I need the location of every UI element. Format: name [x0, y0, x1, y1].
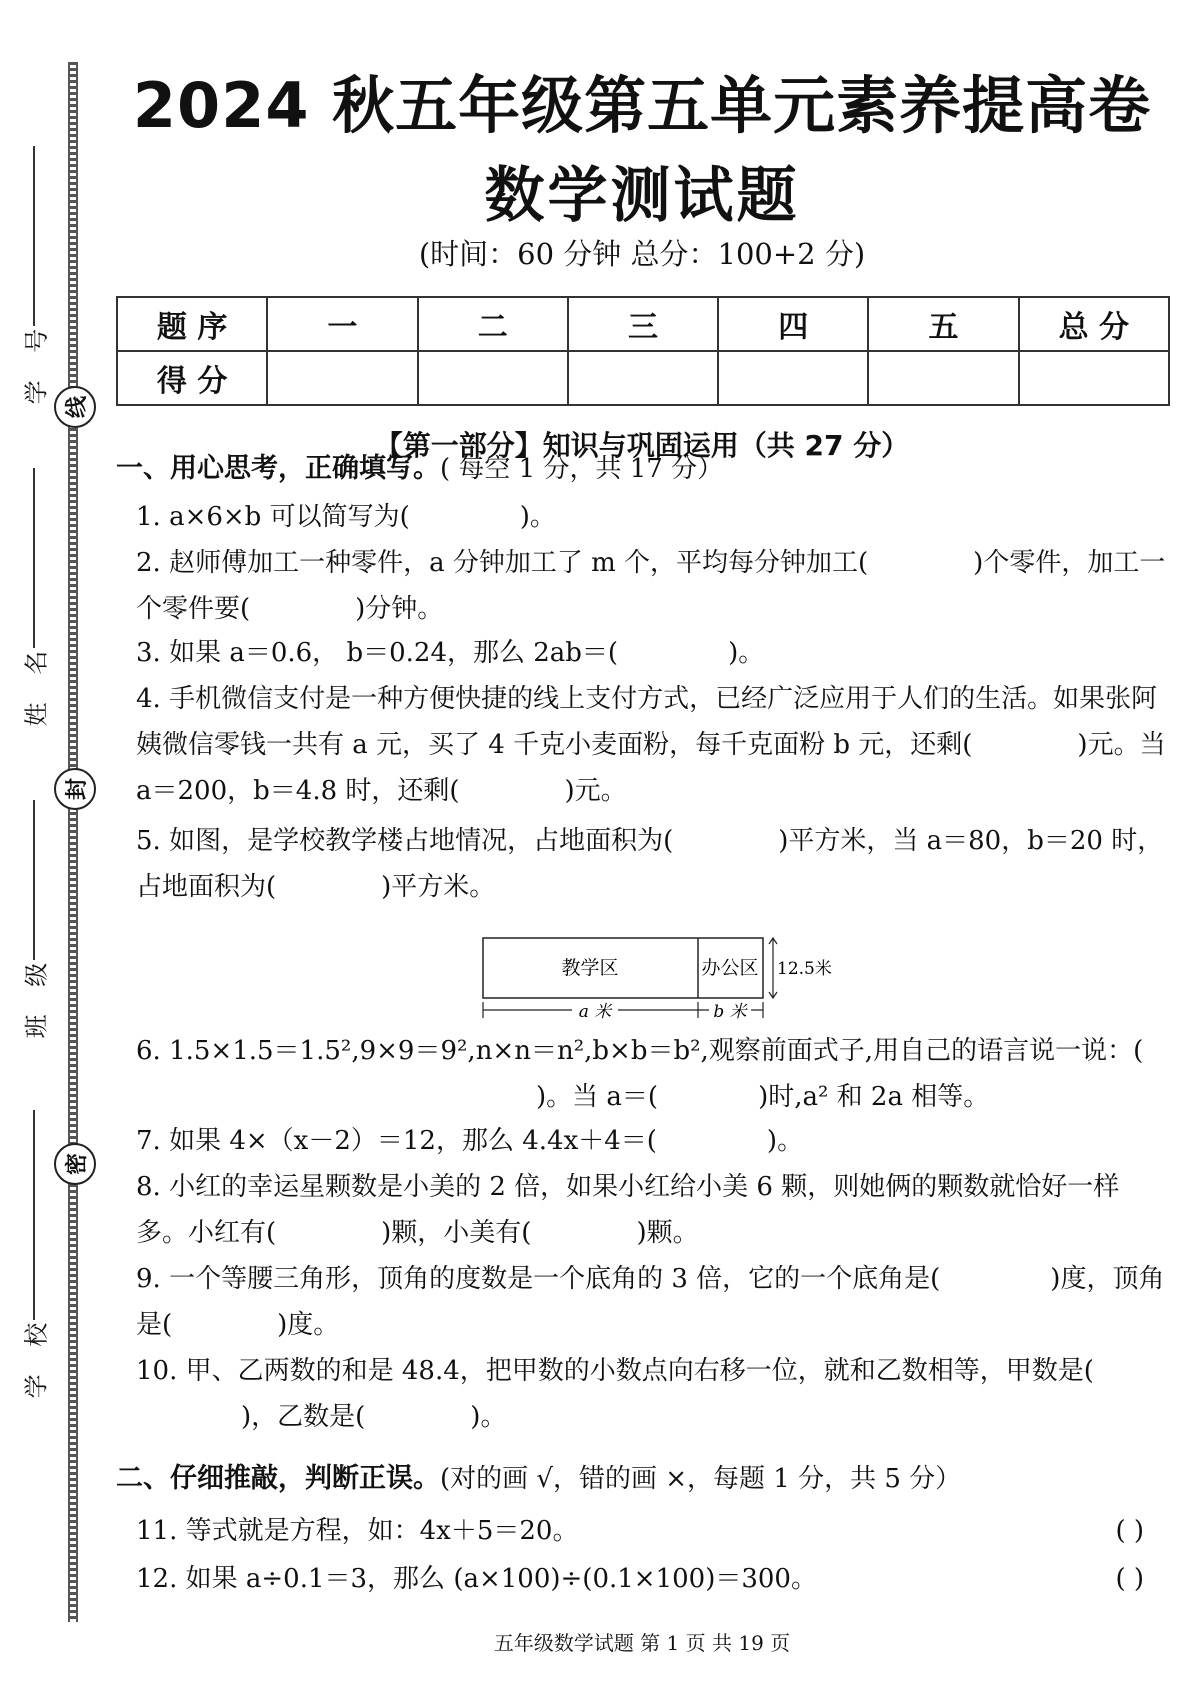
- score-cell[interactable]: [418, 351, 568, 405]
- question-text: 8. 小红的幸运星颗数是小美的 2 倍，如果小红给小美 6 颗，则她俩的颗数就恰好一样多。小红有(: [136, 1172, 1120, 1248]
- binding-dotted-line: [68, 62, 78, 1622]
- score-cell[interactable]: [718, 351, 868, 405]
- judge-bracket-12[interactable]: ( ): [1115, 1564, 1144, 1594]
- question-text: )时,a² 和 2a 相等。: [758, 1082, 990, 1112]
- question-text: )。: [470, 1402, 507, 1432]
- question-text: )。: [519, 502, 556, 532]
- question-text: )。: [728, 638, 765, 668]
- judge-bracket-11[interactable]: ( ): [1115, 1516, 1144, 1546]
- question-11: [136, 1508, 1166, 1554]
- name-field[interactable]: [14, 468, 54, 727]
- question-6: [136, 1028, 1166, 1120]
- question-3: [136, 630, 1166, 676]
- score-header-cell: 一: [267, 297, 417, 351]
- exam-info: (时间：60 分钟 总分：100+2 分): [418, 237, 866, 271]
- question-text: )平方米，当 a＝80，b＝20 时，占地面积为(: [136, 826, 1164, 902]
- question-8: [136, 1164, 1166, 1256]
- question-text: 4. 手机微信支付是一种方便快捷的线上支付方式，已经广泛应用于人们的生活。如果张阿姨微信零钱一共有 a 元，买了 4 千克小麦面粉，每千克面粉 b 元，还剩(: [136, 684, 1158, 760]
- name-label: 姓 名: [22, 640, 51, 727]
- section-one-note: ( 每空 1 分，共 17 分）: [440, 454, 724, 484]
- question-text: )度，顶角是(: [136, 1264, 1165, 1340]
- question-12: [136, 1556, 1166, 1602]
- score-header-cell: 总 分: [1019, 297, 1169, 351]
- question-text: )元。当 a＝200，b＝4.8 时，还剩(: [136, 730, 1166, 806]
- question-4: [136, 676, 1166, 814]
- student-number-label: 学 号: [22, 318, 51, 405]
- question-text: 7. 如果 4×（x－2）＝12，那么 4.4x＋4＝(: [136, 1126, 657, 1156]
- question-text: )平方米。: [381, 872, 496, 902]
- building-area-diagram: [477, 934, 832, 1024]
- question-text: )颗，小美有(: [381, 1218, 532, 1248]
- section-two-title: 二、仔细推敲，判断正误。: [116, 1463, 440, 1494]
- question-text: 10. 甲、乙两数的和是 48.4，把甲数的小数点向右移一位，就和乙数相等，甲数是(: [136, 1356, 1094, 1386]
- question-1: [136, 494, 1166, 540]
- question-text: 6. 1.5×1.5＝1.5²,9×9＝9²,n×n＝n²,b×b＝b²,观察前面式子,用自己的语言说一说：(: [136, 1036, 1144, 1066]
- question-text: )分钟。: [355, 594, 444, 624]
- question-10: [136, 1348, 1166, 1440]
- b-length-label: b 米: [713, 1002, 747, 1022]
- question-text: 5. 如图，是学校教学楼占地情况，占地面积为(: [136, 826, 674, 856]
- question-text: )个零件，加工一个零件要(: [136, 548, 1166, 624]
- question-9: [136, 1256, 1166, 1348]
- score-header-cell: 五: [868, 297, 1018, 351]
- question-text: 11. 等式就是方程，如：4x＋5＝20。: [136, 1516, 579, 1546]
- score-header-cell: 二: [418, 297, 568, 351]
- score-cell[interactable]: [868, 351, 1018, 405]
- school-field[interactable]: [14, 1110, 54, 1399]
- question-text: 12. 如果 a÷0.1＝3，那么 (a×100)÷(0.1×100)＝300。: [136, 1564, 817, 1594]
- question-text: )。当 a＝(: [536, 1082, 659, 1112]
- seal-seal: 封: [54, 768, 96, 810]
- section-two-heading: [116, 1456, 961, 1495]
- teaching-area-label: 教学区: [561, 957, 619, 979]
- section-two-note: (对的画 √，错的画 ×，每题 1 分，共 5 分）: [440, 1464, 962, 1494]
- section-one-heading: [116, 446, 723, 485]
- question-text: 2. 赵师傅加工一种零件，a 分钟加工了 m 个，平均每分钟加工(: [136, 548, 869, 578]
- question-2: [136, 540, 1166, 632]
- score-cell[interactable]: [568, 351, 718, 405]
- question-text: 1. a×6×b 可以简写为(: [136, 502, 410, 532]
- score-table-score-row: [117, 351, 1169, 405]
- score-header-cell: 三: [568, 297, 718, 351]
- student-number-field[interactable]: [14, 146, 54, 405]
- class-label: 班 级: [22, 952, 51, 1039]
- height-label: 12.5米: [777, 959, 832, 979]
- question-text: 3. 如果 a＝0.6， b＝0.24，那么 2ab＝(: [136, 638, 619, 668]
- question-5: [136, 818, 1166, 910]
- score-cell[interactable]: [267, 351, 417, 405]
- score-cell[interactable]: [1019, 351, 1169, 405]
- office-area-label: 办公区: [701, 957, 759, 979]
- part-one-heading: 【第一部分】知识与巩固运用（共 27 分）: [374, 429, 910, 462]
- exam-title: 2024 秋五年级第五单元素养提高卷: [132, 69, 1152, 142]
- question-7: [136, 1118, 1166, 1164]
- seal-secret: 密: [54, 1143, 96, 1185]
- question-text: )。: [766, 1126, 804, 1156]
- question-text: )度。: [277, 1310, 340, 1340]
- question-text: 9. 一个等腰三角形，顶角的度数是一个底角的 3 倍，它的一个底角是(: [136, 1264, 941, 1294]
- section-one-title: 一、用心思考，正确填写。: [116, 453, 440, 484]
- question-text: )，乙数是(: [241, 1402, 366, 1432]
- exam-subtitle: 数学测试题: [484, 161, 800, 231]
- a-length-label: a 米: [578, 1002, 612, 1022]
- question-text: )元。: [564, 776, 627, 806]
- score-table: [116, 296, 1170, 406]
- seal-line: 线: [54, 386, 96, 428]
- page-footer: 五年级数学试题 第 1 页 共 19 页: [493, 1631, 791, 1655]
- score-header-cell: 题 序: [117, 297, 267, 351]
- score-header-cell: 四: [718, 297, 868, 351]
- school-label: 学 校: [22, 1312, 51, 1399]
- binding-margin: [0, 0, 100, 1682]
- score-row-label: 得 分: [117, 351, 267, 405]
- class-field[interactable]: [14, 800, 54, 1039]
- question-text: )颗。: [636, 1218, 699, 1248]
- score-table-header-row: [117, 297, 1169, 351]
